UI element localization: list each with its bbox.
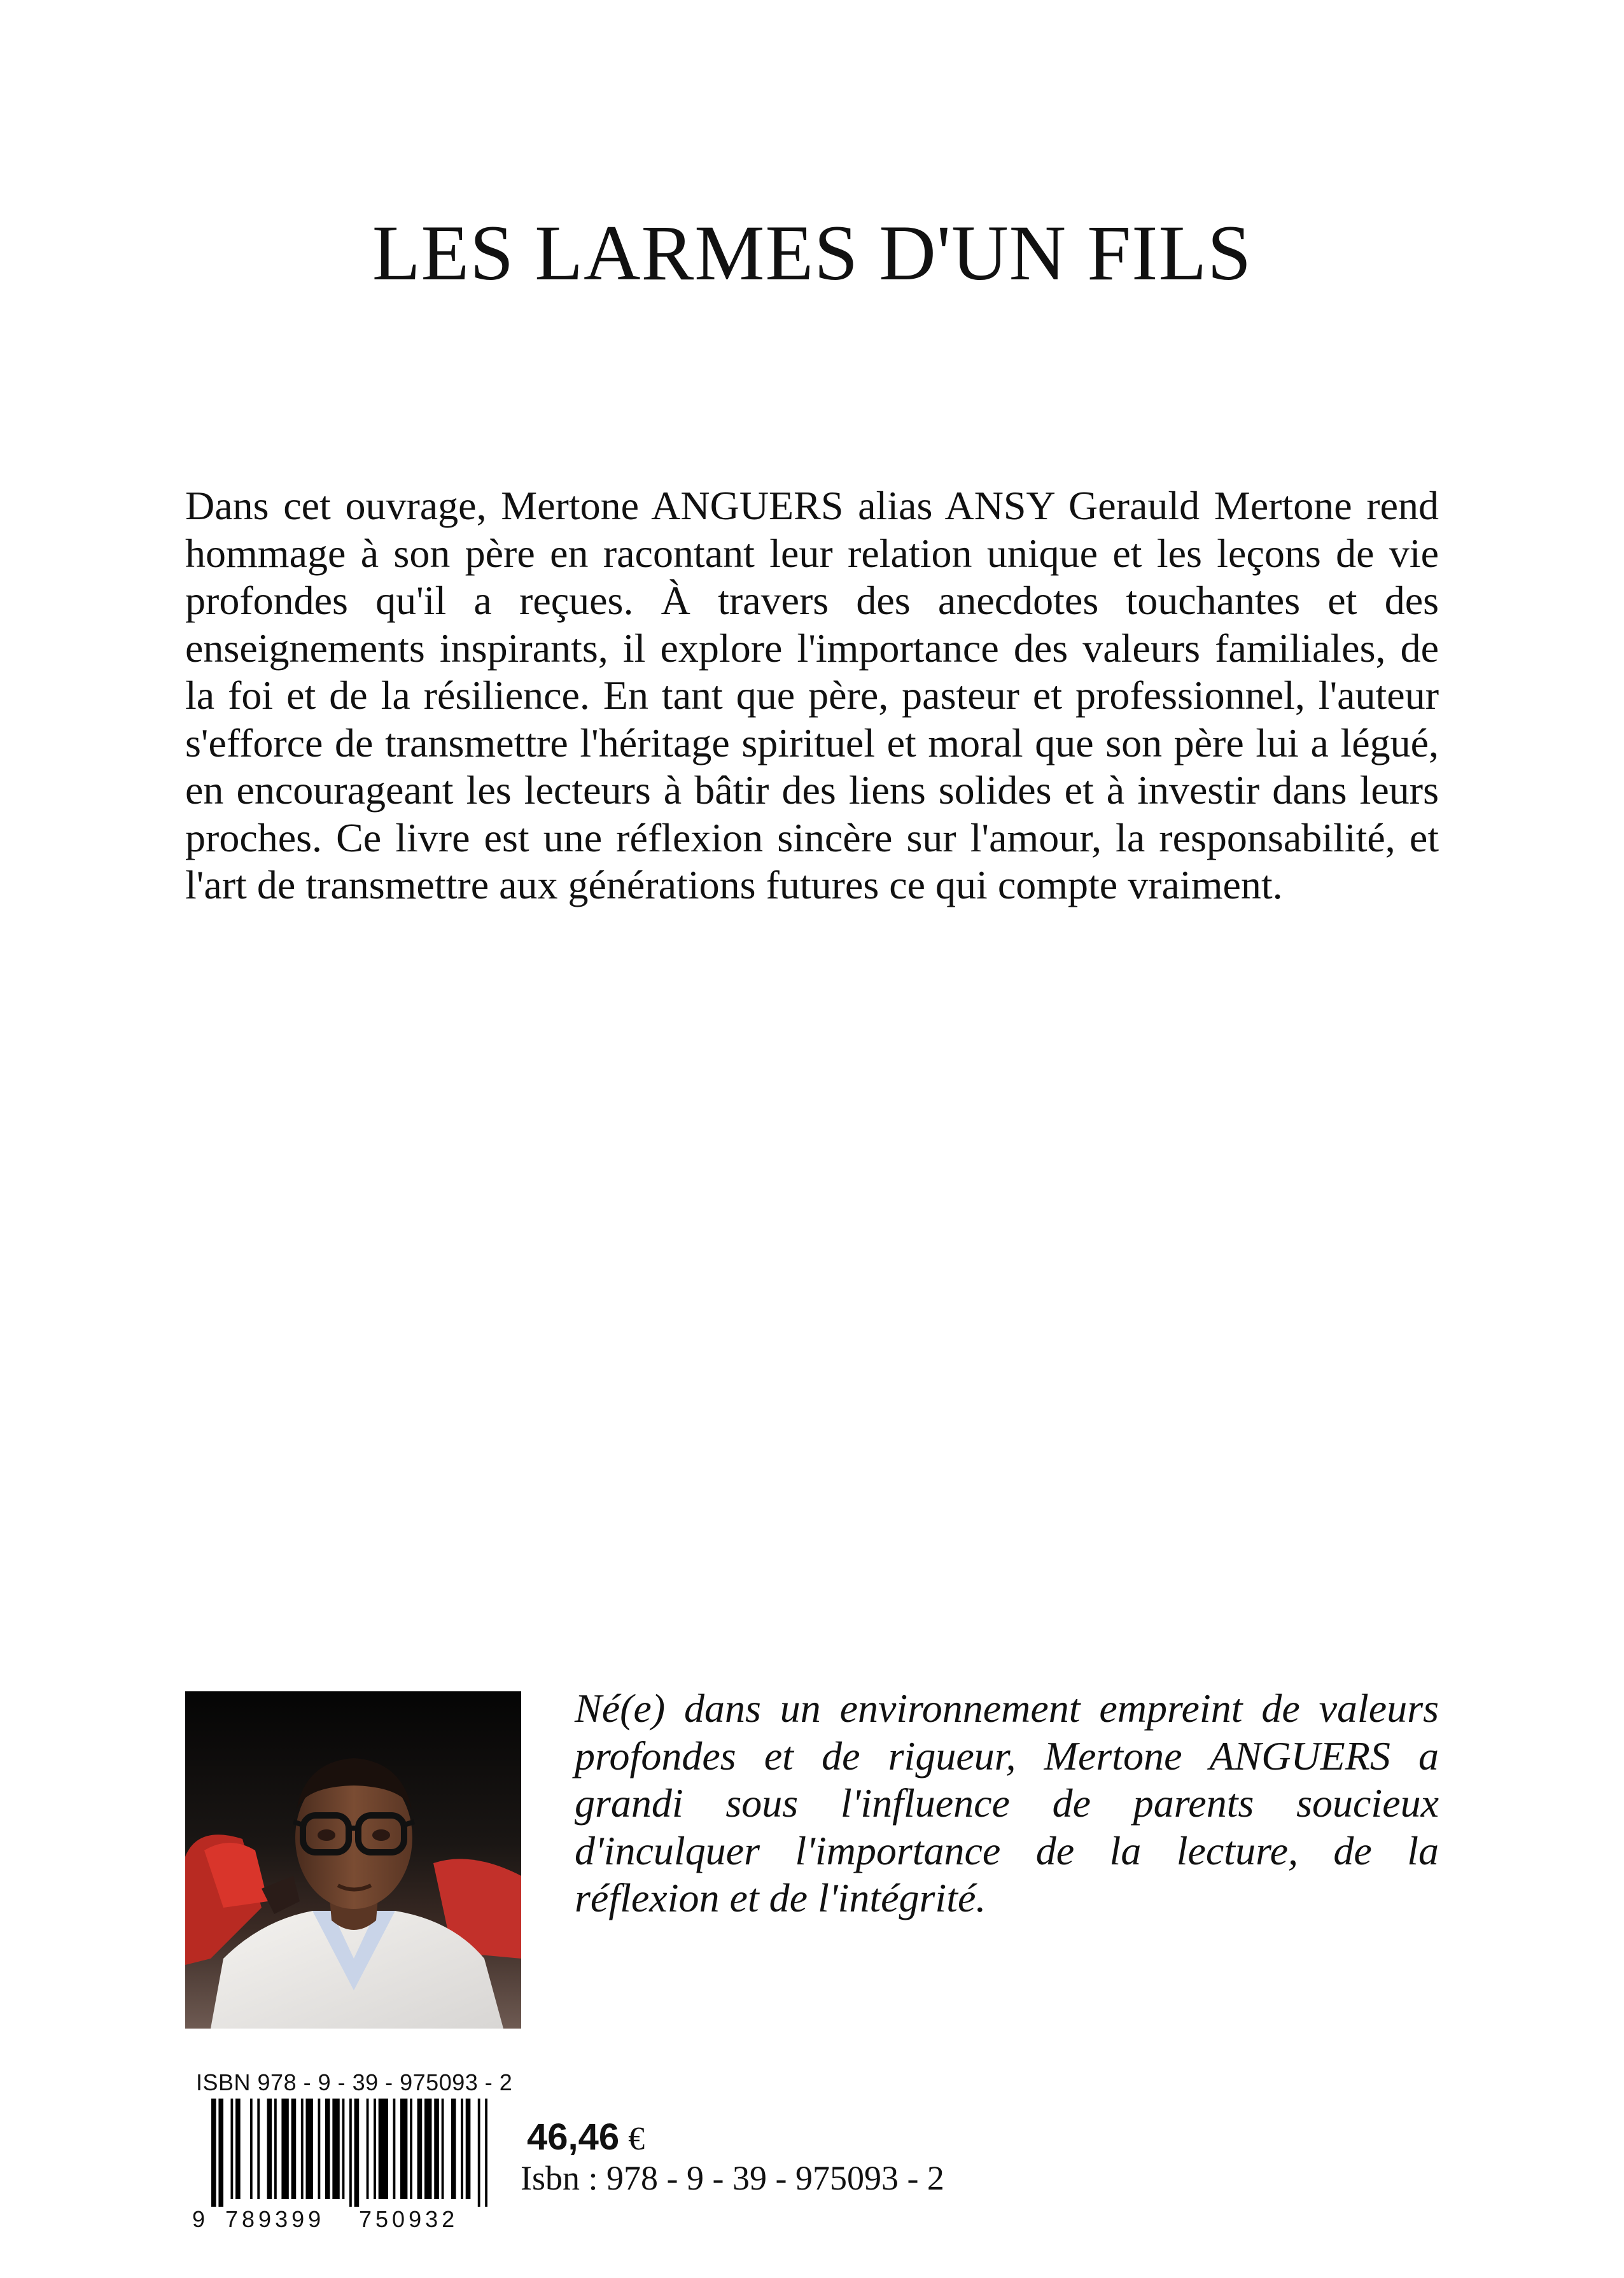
barcode-bar: [274, 2099, 277, 2199]
barcode-bar: [424, 2099, 431, 2199]
barcode-bar: [291, 2099, 297, 2199]
barcode-bar: [318, 2099, 321, 2199]
barcode-bar: [211, 2099, 216, 2207]
book-synopsis: Dans cet ouvrage, Mertone ANGUERS alias ANSY Gerauld Mertone rend hommage à son père en racontant leur relation unique et les leçons de vie profondes qu'il a reçues. À travers des anecdotes touchantes et des enseignements inspirants, il explore l'importance des valeurs familiales, de la foi et de la résilience. En tant que père, pasteur et professionnel, l'auteur s'efforce de transmettre l'héritage spirituel et moral que son père lui a légué, en encourageant les lecteurs à bâtir des liens solides et à investir dans leurs proches. Ce livre est une réflexion sincère sur l'amour, la responsabilité, et l'art de transmettre aux générations futures ce qui compte vraiment.: [185, 483, 1439, 907]
barcode-bar: [410, 2099, 412, 2199]
barcode-bar: [451, 2099, 456, 2199]
barcode-bar: [305, 2099, 312, 2199]
barcode-bar: [466, 2099, 471, 2199]
barcode-digit-first: 9: [192, 2206, 206, 2232]
barcode-bar: [218, 2099, 223, 2207]
barcode-bar: [367, 2099, 369, 2199]
price-amount: 46,46: [527, 2116, 620, 2158]
barcode-bar: [434, 2099, 439, 2199]
barcode-bar: [342, 2099, 345, 2199]
barcode-bar: [374, 2099, 376, 2199]
barcode-bar: [257, 2099, 260, 2199]
author-photo: [185, 1691, 521, 2029]
price: [527, 2116, 645, 2158]
isbn-line: Isbn : 978 - 9 - 39 - 975093 - 2: [521, 2159, 944, 2197]
barcode-bar: [332, 2099, 339, 2199]
barcode-bar: [325, 2099, 330, 2199]
barcode-digits-right: 750932: [359, 2206, 459, 2232]
author-bio: Né(e) dans un environnement empreint de valeurs profondes et de rigueur, Mertone ANGUERS a grandi sous l'influence de parents soucieux d'inculquer l'importance de la lecture, de la réflexion et de l'intégrité.: [575, 1686, 1439, 1920]
book-title: LES LARMES D'UN FILS: [372, 209, 1252, 297]
barcode-bar: [442, 2099, 444, 2199]
barcode-bar: [267, 2099, 272, 2199]
barcode-bar: [230, 2099, 233, 2199]
barcode-bar: [417, 2099, 423, 2199]
barcode-bar: [250, 2099, 253, 2199]
barcode-bar: [354, 2099, 360, 2207]
barcode-bar: [349, 2099, 352, 2207]
barcode-bar: [478, 2099, 480, 2207]
isbn-barcode: [188, 2069, 513, 2260]
barcode-isbn-label: ISBN 978 - 9 - 39 - 975093 - 2: [196, 2069, 513, 2095]
barcode-bars: [211, 2099, 487, 2207]
barcode-bar: [393, 2099, 396, 2199]
barcode-bar: [301, 2099, 304, 2199]
barcode-bar: [461, 2099, 463, 2199]
barcode-digits-left: 789399: [225, 2206, 325, 2232]
barcode-bar: [485, 2099, 487, 2207]
barcode-bar: [379, 2099, 388, 2199]
price-currency: €: [628, 2121, 645, 2157]
barcode-bar: [235, 2099, 241, 2199]
barcode-bar: [400, 2099, 407, 2199]
barcode-bar: [281, 2099, 288, 2199]
